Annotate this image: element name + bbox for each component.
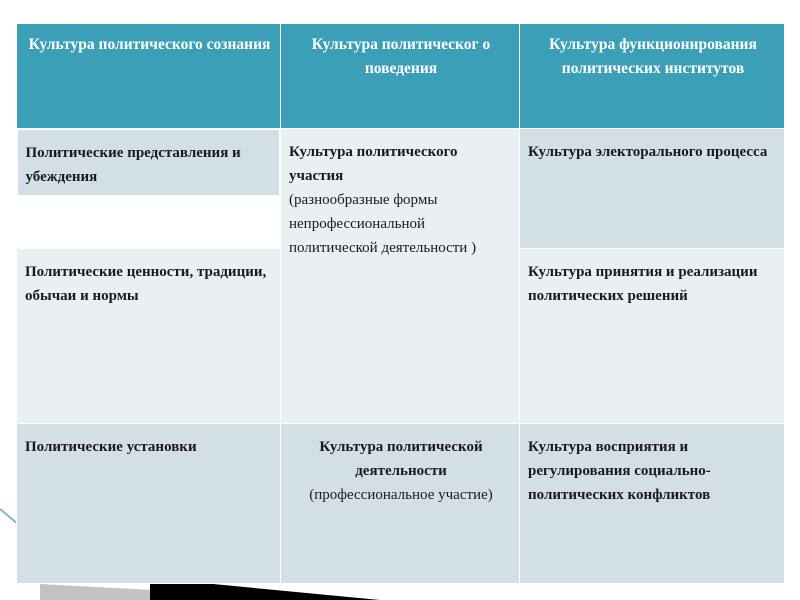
cell-title: Культура политической деятельности xyxy=(319,439,483,479)
header-political-behavior: Культура политическог о поведения xyxy=(281,24,520,129)
cell-text: Политические установки xyxy=(25,439,197,455)
cell-political-activity xyxy=(281,424,520,584)
cell-text: Политические представления и убеждения xyxy=(25,145,241,185)
cell-title: Культура политического участия xyxy=(289,144,458,184)
table-row xyxy=(17,424,785,584)
cell-text: Культура принятия и реализации политических решений xyxy=(528,264,758,304)
cell-text: Культура восприятия и регулирования социально-политических конфликтов xyxy=(528,439,711,503)
cell-conflict-regulation xyxy=(520,424,785,584)
decorative-line xyxy=(0,508,17,524)
cell-political-values xyxy=(17,249,281,424)
cell-decision-making xyxy=(520,249,785,424)
cell-political-participation xyxy=(281,129,520,424)
cell-detail: (профессиональное участие) xyxy=(309,487,493,503)
header-row xyxy=(17,24,785,129)
culture-table xyxy=(16,23,785,584)
cell-text: Политические ценности, традиции, обычаи и нормы xyxy=(25,264,267,304)
header-institutions-functioning: Культура функционирования политических институтов xyxy=(520,24,785,129)
cell-political-attitudes xyxy=(17,424,281,584)
culture-table-container xyxy=(16,23,784,583)
cell-text: Культура электорального процесса xyxy=(528,144,768,160)
header-political-consciousness: Культура политического сознания xyxy=(17,24,281,129)
cell-political-views xyxy=(17,129,281,196)
cell-detail: (разнообразные формы непрофессиональной политической деятельности ) xyxy=(289,192,477,256)
table-row xyxy=(17,129,785,249)
cell-electoral-process xyxy=(520,129,785,249)
